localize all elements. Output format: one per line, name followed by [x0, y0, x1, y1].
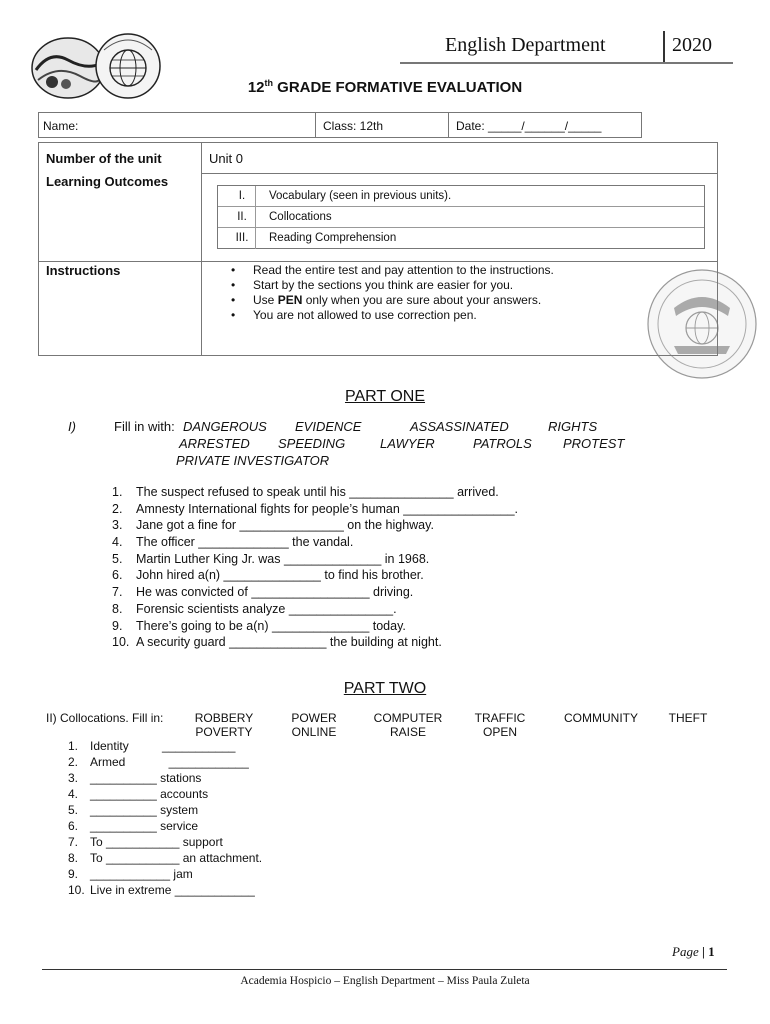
fill-in-label: Fill in with:: [114, 419, 175, 434]
list-item[interactable]: 6. __________ service: [68, 819, 199, 833]
collocations-label: II) Collocations. Fill in:: [46, 711, 164, 725]
word-bank-item: THEFT: [668, 711, 708, 725]
outcome-number: III.: [235, 232, 249, 244]
part-one-title: PART ONE: [344, 388, 426, 405]
list-item[interactable]: 2. Armed ____________: [68, 755, 249, 769]
unit-value: Unit 0: [209, 151, 243, 166]
outcome-text: Collocations: [269, 211, 332, 223]
word-bank-item: ASSASSINATED: [410, 419, 509, 434]
header-year: 2020: [672, 34, 712, 56]
list-item[interactable]: 5. Martin Luther King Jr. was ______________ in 1968.: [112, 551, 430, 566]
list-item[interactable]: 10. Live in extreme ____________: [68, 883, 255, 897]
part-one-questions: [112, 484, 518, 651]
divider: [448, 113, 449, 137]
list-item[interactable]: 1. Identity ___________: [68, 739, 236, 753]
page-number: Page | 1: [672, 944, 715, 959]
divider: [315, 113, 316, 137]
unit-info-table: [38, 142, 718, 356]
list-item[interactable]: 3. __________ stations: [68, 771, 202, 785]
word-bank-item: ROBBERY POVERTY: [194, 711, 254, 739]
word-bank-item: EVIDENCE: [295, 419, 362, 434]
word-bank-item: DANGEROUS: [183, 419, 267, 434]
list-item[interactable]: 4. The officer _____________ the vandal.: [112, 535, 354, 550]
list-item: [218, 207, 704, 228]
instructions-list: [231, 263, 554, 323]
list-item[interactable]: 7. To ___________ support: [68, 835, 223, 849]
word-bank-item: ARRESTED: [179, 436, 250, 451]
exercise-number: I): [68, 419, 76, 434]
department-title: English Department: [445, 34, 606, 56]
list-item[interactable]: 8. To ___________ an attachment.: [68, 851, 263, 865]
page-title: 12th GRADE FORMATIVE EVALUATION: [247, 78, 523, 96]
list-item: • Read the entire test and pay attention to the instructions.: [231, 263, 554, 278]
date-field[interactable]: Date: _____/______/_____: [456, 119, 602, 133]
unit-label: Number of the unit: [46, 151, 162, 166]
outcome-text: Vocabulary (seen in previous units).: [269, 190, 452, 202]
list-item: [218, 228, 704, 249]
list-item: • Use PEN only when you are sure about your answers.: [231, 293, 554, 308]
student-info-row: [38, 112, 642, 138]
list-item[interactable]: 9. ____________ jam: [68, 867, 193, 881]
word-bank-item: COMMUNITY: [564, 711, 638, 725]
header-underline: [400, 62, 733, 64]
name-field[interactable]: Name:: [43, 119, 79, 133]
divider: [201, 173, 717, 174]
list-item[interactable]: 4. __________ accounts: [68, 787, 209, 801]
word-bank-item: PROTEST: [563, 436, 625, 451]
list-item[interactable]: 7. He was convicted of _________________ driving.: [112, 585, 414, 600]
header-divider: [663, 31, 665, 64]
list-item[interactable]: 10. A security guard ______________ the building at night.: [112, 635, 442, 650]
class-field: Class: 12th: [323, 119, 384, 133]
divider: [201, 143, 202, 355]
list-item[interactable]: 1. The suspect refused to speak until his _______________ arrived.: [112, 485, 499, 499]
word-bank-item: COMPUTER RAISE: [373, 711, 443, 739]
word-bank-item: LAWYER: [380, 436, 435, 451]
part-two-title: PART TWO: [343, 680, 427, 697]
list-item: [218, 186, 704, 207]
learning-outcomes-table: [217, 185, 705, 249]
word-bank-item: SPEEDING: [278, 436, 346, 451]
list-item: • You are not allowed to use correction pen.: [231, 308, 554, 323]
list-item[interactable]: 2. Amnesty International fights for people’s human ________________.: [112, 501, 518, 516]
part-two-questions: [68, 738, 262, 898]
word-bank-item: TRAFFIC OPEN: [474, 711, 526, 739]
word-bank-item: POWER ONLINE: [291, 711, 337, 739]
word-bank-item: PATROLS: [473, 436, 532, 451]
list-item[interactable]: 5. __________ system: [68, 803, 199, 817]
footer-divider: [42, 969, 727, 970]
divider: [39, 261, 717, 262]
outcome-text: Reading Comprehension: [269, 232, 397, 244]
list-item[interactable]: 3. Jane got a fine for _______________ on the highway.: [112, 518, 434, 533]
list-item: • Start by the sections you think are easier for you.: [231, 278, 554, 293]
word-bank-item: RIGHTS: [548, 419, 598, 434]
outcome-number: I.: [238, 190, 246, 202]
word-bank-item: PRIVATE INVESTIGATOR: [176, 453, 330, 468]
list-item[interactable]: 6. John hired a(n) ______________ to find his brother.: [112, 568, 424, 583]
instructions-label: Instructions: [46, 263, 121, 278]
learning-outcomes-label: Learning Outcomes: [46, 174, 169, 189]
outcome-number: II.: [237, 211, 247, 223]
footer-text: Academia Hospicio – English Department – Miss Paula Zuleta: [240, 975, 530, 987]
list-item[interactable]: 9. There’s going to be a(n) ______________ today.: [112, 618, 406, 633]
list-item[interactable]: 8. Forensic scientists analyze _______________.: [112, 601, 397, 616]
